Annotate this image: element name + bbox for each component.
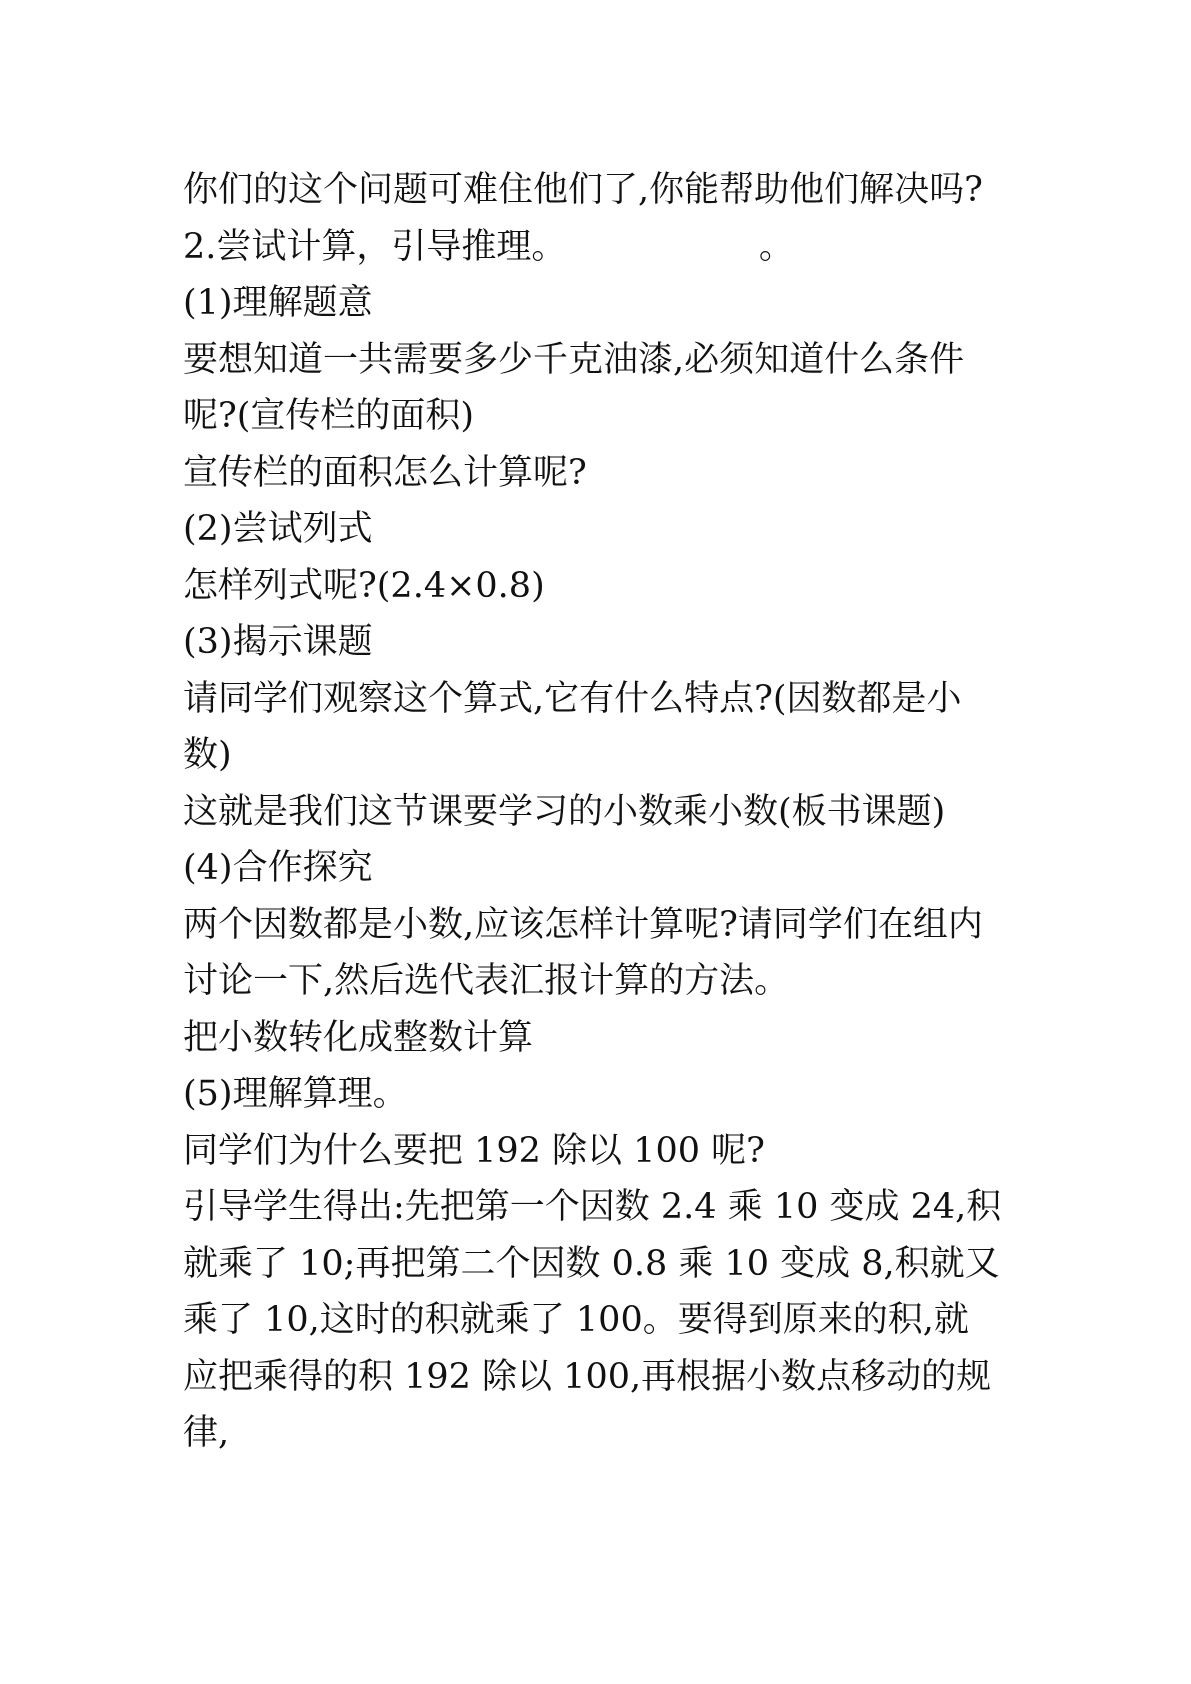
text-line: 怎样列式呢?(2.4×0.8) [183, 565, 545, 606]
text-line: 乘了 10,这时的积就乘了 100。要得到原来的积,就 [183, 1300, 969, 1340]
text-line: 你们的这个问题可难住他们了,你能帮助他们解决吗? [183, 170, 983, 210]
text-line: 律, [183, 1413, 230, 1453]
section-heading: (2)尝试列式 [183, 509, 373, 549]
text-line: 把小数转化成整数计算 [183, 1017, 534, 1058]
text-line: 应把乘得的积 192 除以 100,再根据小数点移动的规 [183, 1356, 992, 1397]
text-line: 2.尝试计算，引导推理。 。 [183, 226, 794, 267]
text-line: 要想知道一共需要多少千克油漆,必须知道什么条件 [183, 339, 965, 380]
section-heading: (1)理解题意 [183, 283, 373, 323]
section-heading: (4)合作探究 [183, 848, 373, 888]
text-line: 宣传栏的面积怎么计算呢? [183, 452, 587, 493]
section-heading: (3)揭示课题 [183, 622, 373, 662]
document-body [183, 162, 1043, 1462]
text-line: 数) [183, 735, 232, 775]
text-line: 两个因数都是小数,应该怎样计算呢?请同学们在组内 [183, 904, 983, 945]
text-line: 就乘了 10;再把第二个因数 0.8 乘 10 变成 8,积就又 [183, 1243, 1000, 1284]
text-line: 同学们为什么要把 192 除以 100 呢? [183, 1130, 765, 1171]
text-line: 这就是我们这节课要学习的小数乘小数(板书课题) [183, 791, 946, 832]
text-line: 请同学们观察这个算式,它有什么特点?(因数都是小 [183, 678, 962, 719]
text-line: 讨论一下,然后选代表汇报计算的方法。 [183, 961, 790, 1001]
text-line: 呢?(宣传栏的面积) [183, 396, 475, 436]
text-line: 引导学生得出:先把第一个因数 2.4 乘 10 变成 24,积 [183, 1187, 1002, 1227]
section-heading: (5)理解算理。 [183, 1074, 408, 1114]
